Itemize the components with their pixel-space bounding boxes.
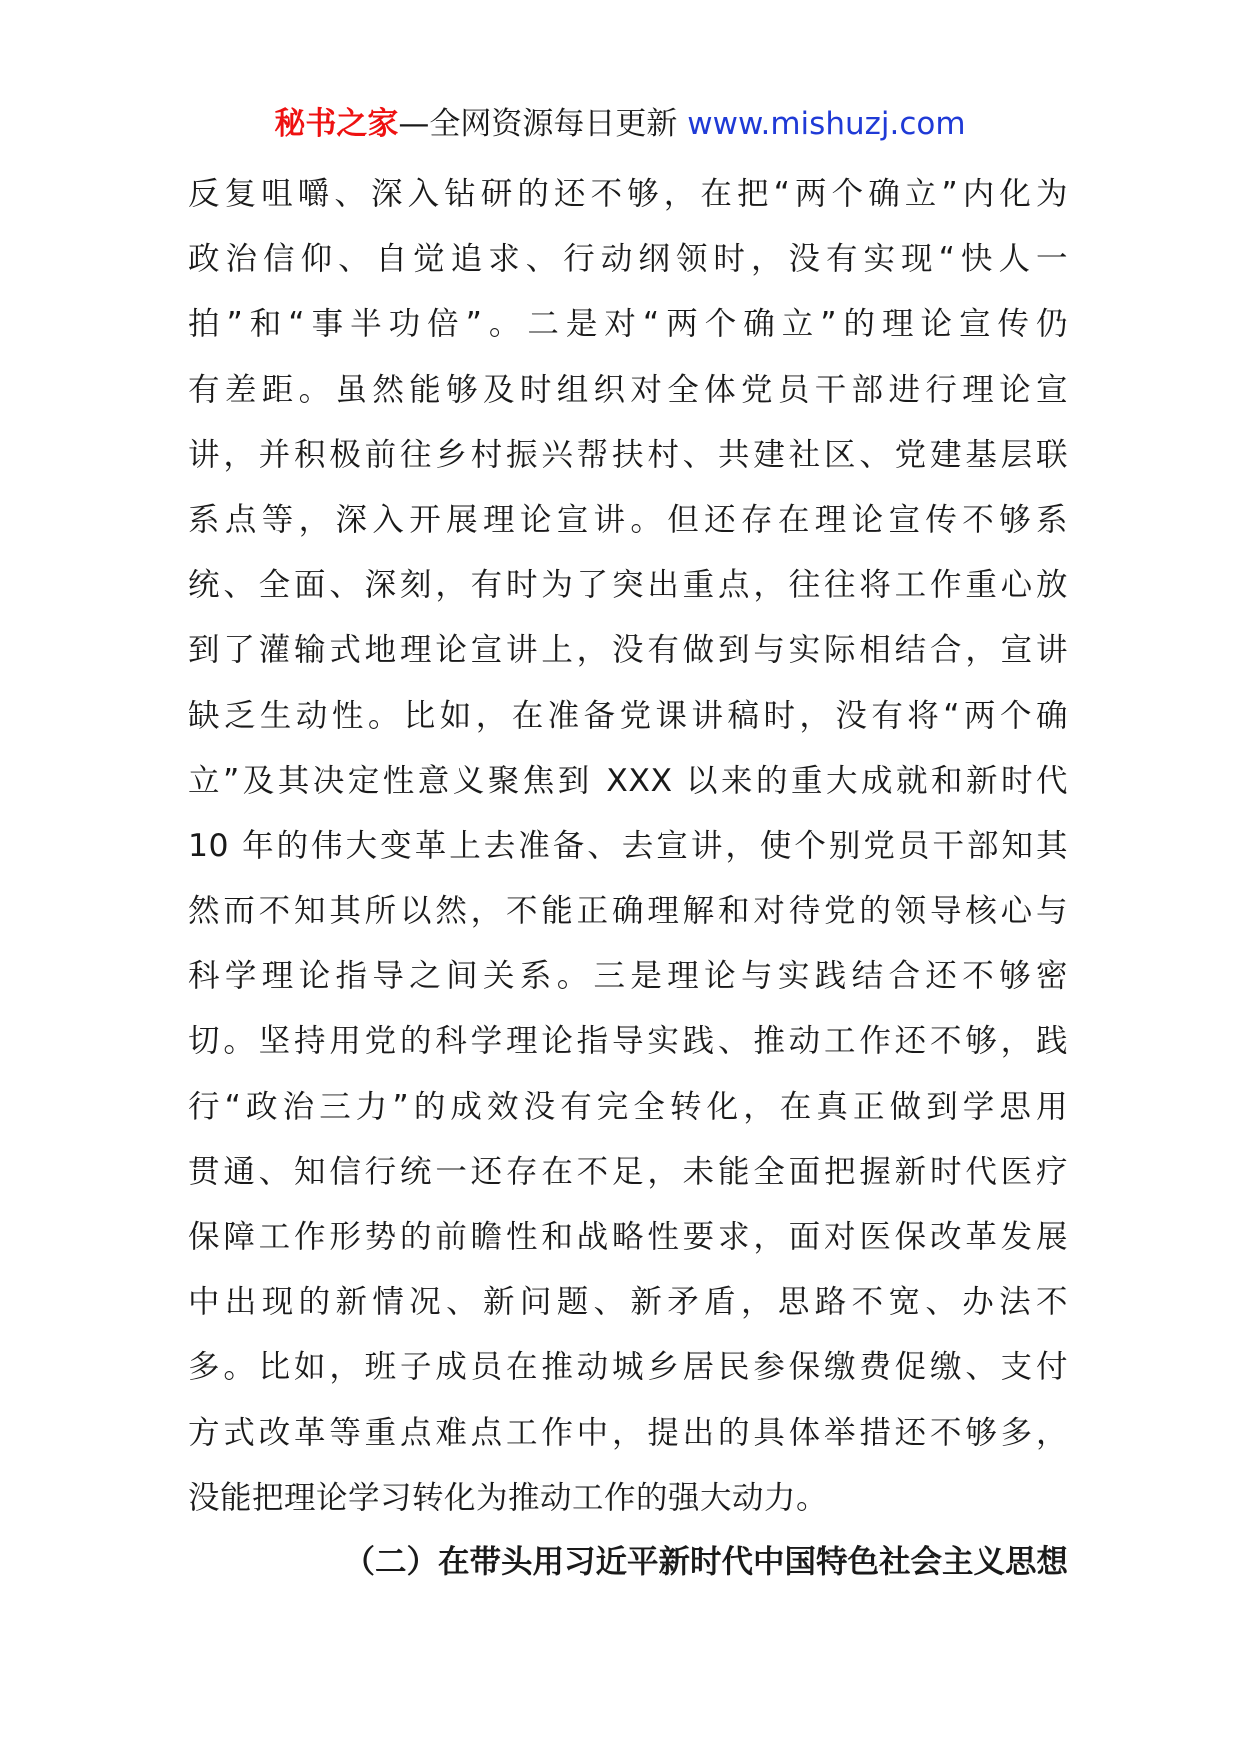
body-line: 系点等，深入开展理论宣讲。但还存在理论宣传不够系 (188, 501, 1068, 538)
site-slogan: —全网资源每日更新 (398, 106, 678, 142)
body-line: 行“政治三力”的成效没有完全转化，在真正做到学思用 (188, 1088, 1068, 1125)
body-line: 科学理论指导之间关系。三是理论与实践结合还不够密 (188, 958, 1068, 995)
site-url-link[interactable]: www.mishuzj.com (687, 106, 966, 142)
body-line: 政治信仰、自觉追求、行动纲领时，没有实现“快人一 (188, 241, 1068, 278)
body-paragraph (188, 162, 1068, 1531)
body-line: 统、全面、深刻，有时为了突出重点，往往将工作重心放 (188, 567, 1068, 604)
site-brand: 秘书之家 (274, 106, 399, 142)
body-line: 然而不知其所以然，不能正确理解和对待党的领导核心与 (188, 893, 1068, 930)
body-line: 拍”和“事半功倍”。二是对“两个确立”的理论宣传仍 (188, 306, 1068, 343)
body-line: 10 年的伟大变革上去准备、去宣讲，使个别党员干部知其 (188, 827, 1068, 864)
body-line: 缺乏生动性。比如，在准备党课讲稿时，没有将“两个确 (188, 697, 1068, 734)
body-line: 有差距。虽然能够及时组织对全体党员干部进行理论宣 (188, 371, 1068, 408)
body-line: 中出现的新情况、新问题、新矛盾，思路不宽、办法不 (188, 1284, 1068, 1321)
body-line: 切。坚持用党的科学理论指导实践、推动工作还不够，践 (188, 1023, 1068, 1060)
body-line: 反复咀嚼、深入钻研的还不够，在把“两个确立”内化为 (188, 176, 1069, 212)
body-line: 多。比如，班子成员在推动城乡居民参保缴费促缴、支付 (188, 1349, 1068, 1386)
body-line: 保障工作形势的前瞻性和战略性要求，面对医保改革发展 (188, 1219, 1068, 1255)
body-line: 没能把理论学习转化为推动工作的强大动力。 (188, 1479, 829, 1516)
body-line: 立”及其决定性意义聚焦到 XXX 以来的重大成就和新时代 (188, 762, 1068, 799)
body-line: 讲，并积极前往乡村振兴帮扶村、共建社区、党建基层联 (188, 436, 1068, 473)
section-heading: （二）在带头用习近平新时代中国特色社会主义思想 (343, 1544, 1068, 1580)
body-line: 贯通、知信行统一还存在不足，未能全面把握新时代医疗 (188, 1153, 1068, 1190)
body-line: 方式改革等重点难点工作中，提出的具体举措还不够多， (188, 1414, 1068, 1451)
body-line: 到了灌输式地理论宣讲上，没有做到与实际相结合，宣讲 (188, 632, 1068, 669)
page-header (0, 100, 1240, 148)
